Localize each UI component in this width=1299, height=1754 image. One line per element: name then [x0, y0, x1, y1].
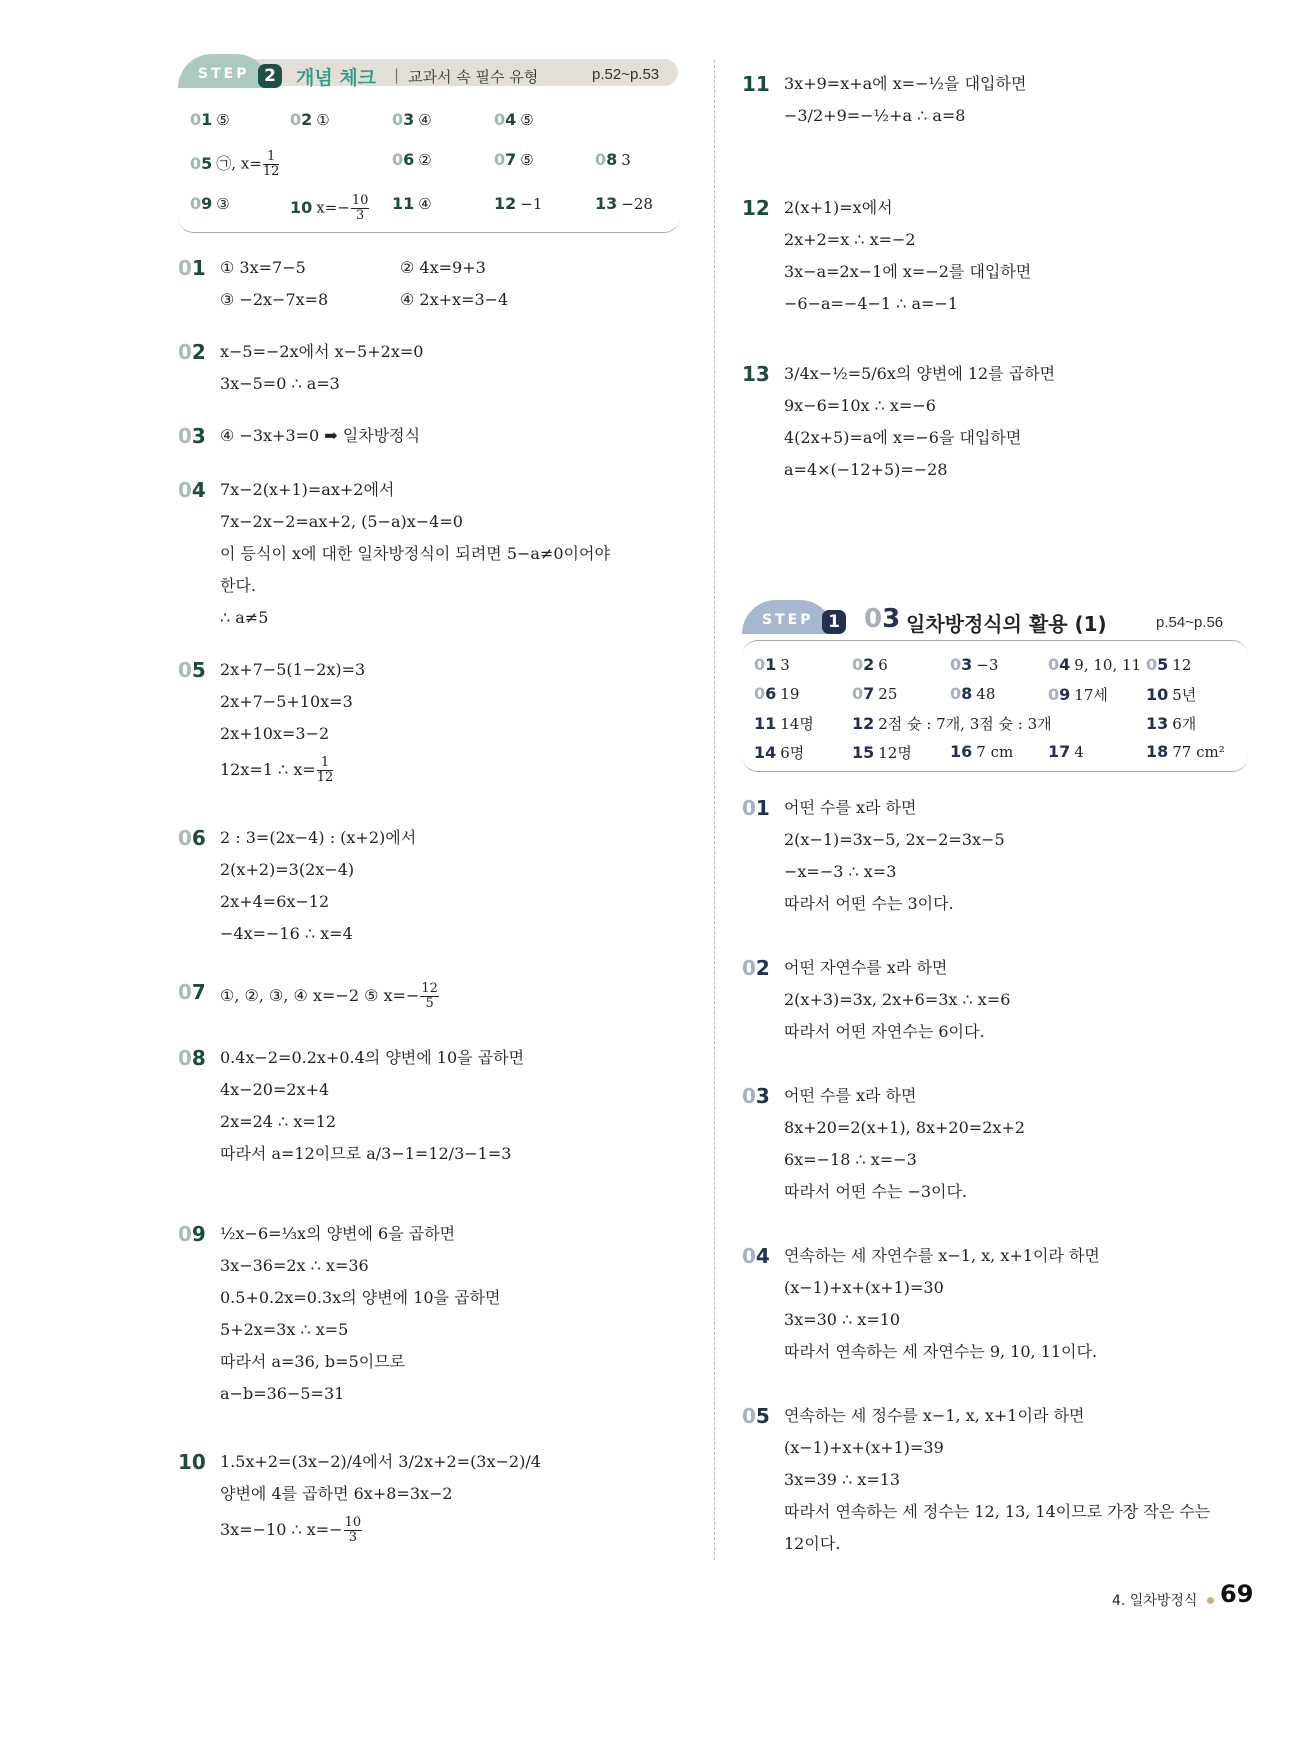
- solution-line: 어떤 수를 x라 하면: [784, 1086, 917, 1105]
- solution-line: ③ −2x−7x=8: [220, 290, 329, 309]
- solution-line: 9x−6=10x ∴ x=−6: [784, 396, 936, 415]
- question-number: 01: [754, 655, 777, 674]
- answer-value: −1: [520, 195, 543, 213]
- solution-number: 02: [742, 956, 770, 980]
- question-number: 09: [1048, 685, 1071, 704]
- answer-item: [1048, 655, 1141, 674]
- answer-item: [392, 110, 432, 129]
- solution-line: 3x+9=x+a에 x=−½을 대입하면: [784, 74, 1027, 93]
- solution-line: (x−1)+x+(x+1)=30: [784, 1278, 944, 1297]
- answer-item: [1146, 655, 1191, 674]
- solution-number: 12: [742, 196, 770, 220]
- solution-number: 13: [742, 362, 770, 386]
- answer-value: 17세: [1074, 686, 1108, 704]
- solution-line: ½x−6=⅓x의 양변에 6을 곱하면: [220, 1224, 456, 1243]
- solution-number: 06: [178, 826, 206, 850]
- solution-line: ④ 2x+x=3−4: [400, 290, 509, 309]
- page-range: p.52~p.53: [592, 66, 660, 83]
- section-subtitle-sep: |: [394, 66, 400, 84]
- answer-value: 7 cm: [976, 743, 1014, 761]
- answer-item: [1048, 684, 1108, 705]
- answer-item: [494, 194, 542, 213]
- answer-item: [852, 742, 912, 763]
- answer-value: ⑤: [520, 111, 534, 129]
- solution-line: 3x=−10 ∴ x=− $\frac{10}{3}$: [220, 1515, 362, 1545]
- question-number: 04: [1048, 655, 1071, 674]
- question-number: 03: [950, 655, 973, 674]
- answer-value: ⑤: [216, 111, 230, 129]
- solution-number: 02: [178, 340, 206, 364]
- question-number: 11: [754, 714, 777, 733]
- answer-value: −28: [621, 195, 653, 213]
- question-number: 08: [595, 150, 618, 169]
- solution-line: 2x+2=x ∴ x=−2: [784, 230, 916, 249]
- answer-item: [1146, 684, 1196, 705]
- answer-item: [595, 150, 631, 169]
- solution-line: 2x+4=6x−12: [220, 892, 330, 911]
- solution-number: 10: [178, 1450, 206, 1474]
- answer-item: [190, 150, 280, 179]
- answer-value: −3: [976, 656, 999, 674]
- answer-item: [190, 194, 230, 213]
- answer-value: 6: [878, 656, 888, 674]
- answer-item: [290, 110, 330, 129]
- solution-number: 07: [178, 980, 206, 1004]
- answer-item: [852, 684, 897, 703]
- solution-line: 8x+20=2(x+1), 8x+20=2x+2: [784, 1118, 1025, 1137]
- solution-number: 01: [178, 256, 206, 280]
- question-number: 16: [950, 742, 973, 761]
- question-number: 18: [1146, 742, 1169, 761]
- solution-line: 한다.: [220, 576, 256, 595]
- answer-value: ⑤: [520, 151, 534, 169]
- answer-value: 14명: [780, 715, 814, 733]
- answer-value: 5년: [1172, 686, 1197, 704]
- answer-item: [595, 194, 653, 213]
- answer-item: [392, 194, 432, 213]
- solution-line: 2(x−1)=3x−5, 2x−2=3x−5: [784, 830, 1005, 849]
- solution-line: 2(x+3)=3x, 2x+6=3x ∴ x=6: [784, 990, 1011, 1009]
- solution-line: 2x=24 ∴ x=12: [220, 1112, 337, 1131]
- answer-item: [290, 194, 370, 223]
- question-number: 17: [1048, 742, 1071, 761]
- solution-line: 연속하는 세 정수를 x−1, x, x+1이라 하면: [784, 1406, 1085, 1425]
- question-number: 07: [852, 684, 875, 703]
- answer-value: 4: [1074, 743, 1084, 761]
- section-title: 개념 체크: [296, 67, 377, 89]
- answer-value: 3: [621, 151, 631, 169]
- solution-line: 0.5+0.2x=0.3x의 양변에 10을 곱하면: [220, 1288, 501, 1307]
- solution-line: 따라서 a=12이므로 a/3−1=12/3−1=3: [220, 1144, 512, 1163]
- answer-value: 77 cm²: [1172, 743, 1225, 761]
- solution-line: −3/2+9=−½+a ∴ a=8: [784, 106, 966, 125]
- solution-line: 따라서 연속하는 세 자연수는 9, 10, 11이다.: [784, 1342, 1098, 1361]
- solution-line: 따라서 a=36, b=5이므로: [220, 1352, 406, 1371]
- answer-value: ④: [418, 195, 432, 213]
- question-number: 07: [494, 150, 517, 169]
- question-number: 03: [392, 110, 415, 129]
- page-number: 69: [1220, 1580, 1254, 1608]
- solution-line: 어떤 자연수를 x라 하면: [784, 958, 948, 977]
- question-number: 02: [852, 655, 875, 674]
- answer-item: [392, 150, 432, 169]
- answer-item: [754, 684, 799, 703]
- answer-item: [1048, 742, 1084, 761]
- solution-number: 05: [742, 1404, 770, 1428]
- answer-item: [852, 655, 888, 674]
- question-number: 06: [754, 684, 777, 703]
- solution-line: 3x=39 ∴ x=13: [784, 1470, 901, 1489]
- answer-item: [190, 110, 230, 129]
- solution-number: 09: [178, 1222, 206, 1246]
- solution-number: 03: [742, 1084, 770, 1108]
- solution-line: −4x=−16 ∴ x=4: [220, 924, 353, 943]
- answer-item: [754, 713, 814, 734]
- answer-value: 2점 슛 : 7개, 3점 슛 : 3개: [878, 715, 1052, 733]
- answer-value: ①: [316, 111, 330, 129]
- question-number: 12: [852, 714, 875, 733]
- solution-line: −6−a=−4−1 ∴ a=−1: [784, 294, 958, 313]
- answer-item: [494, 110, 534, 129]
- solution-line: 따라서 어떤 수는 −3이다.: [784, 1182, 968, 1201]
- solution-line: 3x−5=0 ∴ a=3: [220, 374, 340, 393]
- answer-item: [1146, 742, 1225, 761]
- step-label: STEP: [762, 612, 814, 628]
- page-range: p.54~p.56: [1156, 614, 1224, 631]
- solution-line: 따라서 어떤 자연수는 6이다.: [784, 1022, 985, 1041]
- question-number: 09: [190, 194, 213, 213]
- question-number: 14: [754, 743, 777, 762]
- solution-number: 08: [178, 1046, 206, 1070]
- answer-value: ④: [418, 111, 432, 129]
- solution-line: 12이다.: [784, 1534, 841, 1553]
- chapter-label: 4. 일차방정식: [1112, 1593, 1198, 1609]
- question-number: 10: [1146, 685, 1169, 704]
- step2-header: [178, 54, 678, 88]
- solution-line: ①, ②, ③, ④ x=−2 ⑤ x=− $\frac{12}{5}$: [220, 981, 438, 1011]
- answer-value: ③: [216, 195, 230, 213]
- solution-line: ∴ a≠5: [220, 608, 269, 627]
- solution-line: ① 3x=7−5: [220, 258, 306, 277]
- step1-header: [742, 600, 1248, 634]
- solution-line: 양변에 4를 곱하면 6x+8=3x−2: [220, 1484, 453, 1503]
- solution-line: 7x−2x−2=ax+2, (5−a)x−4=0: [220, 512, 463, 531]
- fraction: $\frac{12}{5}$: [421, 981, 438, 1011]
- solution-number: 03: [178, 424, 206, 448]
- answer-item: [950, 684, 995, 703]
- solution-number: 04: [178, 478, 206, 502]
- solution-line: 2x+7−5+10x=3: [220, 692, 353, 711]
- answer-value: 25: [878, 685, 898, 703]
- fraction: $\frac{10}{3}$: [344, 1515, 362, 1545]
- solution-line: 2(x+2)=3(2x−4): [220, 860, 355, 879]
- solution-number: 04: [742, 1244, 770, 1268]
- question-number: 02: [290, 110, 313, 129]
- solution-line: 따라서 연속하는 세 정수는 12, 13, 14이므로 가장 작은 수는: [784, 1502, 1211, 1521]
- question-number: 13: [595, 194, 618, 213]
- solution-line: a−b=36−5=31: [220, 1384, 345, 1403]
- section-number: 03: [864, 604, 901, 634]
- answer-item: [754, 655, 790, 674]
- question-number: 10: [290, 197, 313, 217]
- solution-line: 연속하는 세 자연수를 x−1, x, x+1이라 하면: [784, 1246, 1100, 1265]
- question-number: 12: [494, 194, 517, 213]
- step-number-badge: 1: [822, 610, 846, 634]
- answer-item: [1146, 713, 1196, 734]
- answer-item: [950, 742, 1013, 761]
- answer-value: ②: [418, 151, 432, 169]
- fraction: $\frac{1}{12}$: [262, 149, 280, 179]
- solution-line: 1.5x+2=(3x−2)/4에서 3/2x+2=(3x−2)/4: [220, 1452, 541, 1471]
- solution-line: 7x−2(x+1)=ax+2에서: [220, 480, 395, 499]
- solution-line: 2x+7−5(1−2x)=3: [220, 660, 366, 679]
- question-number: 05: [190, 153, 213, 173]
- answer-item: [950, 655, 998, 674]
- solution-line: 0.4x−2=0.2x+0.4의 양변에 10을 곱하면: [220, 1048, 525, 1067]
- solution-line: 4(2x+5)=a에 x=−6을 대입하면: [784, 428, 1022, 447]
- solution-line: a=4×(−12+5)=−28: [784, 460, 948, 479]
- answer-value: 19: [780, 685, 800, 703]
- solution-line: ② 4x=9+3: [400, 258, 486, 277]
- question-number: 15: [852, 743, 875, 762]
- fraction: $\frac{10}{3}$: [351, 193, 369, 223]
- solution-number: 01: [742, 796, 770, 820]
- question-number: 13: [1146, 714, 1169, 733]
- solution-line: 이 등식이 x에 대한 일차방정식이 되려면 5−a≠0이어야: [220, 544, 610, 563]
- solution-line: ④ −3x+3=0 ➡ 일차방정식: [220, 426, 421, 445]
- solution-line: 2(x+1)=x에서: [784, 198, 893, 217]
- solution-line: 따라서 어떤 수는 3이다.: [784, 894, 954, 913]
- answer-item: [494, 150, 534, 169]
- solution-line: (x−1)+x+(x+1)=39: [784, 1438, 944, 1457]
- solution-line: 3x−36=2x ∴ x=36: [220, 1256, 369, 1275]
- fraction: $\frac{1}{12}$: [316, 755, 334, 785]
- solution-line: 3/4x−½=5/6x의 양변에 12를 곱하면: [784, 364, 1056, 383]
- solution-line: 12x=1 ∴ x= $\frac{1}{12}$: [220, 755, 334, 785]
- solution-line: 어떤 수를 x라 하면: [784, 798, 917, 817]
- question-number: 05: [1146, 655, 1169, 674]
- step-label: STEP: [198, 66, 250, 82]
- solution-line: 3x=30 ∴ x=10: [784, 1310, 901, 1329]
- solution-line: x−5=−2x에서 x−5+2x=0: [220, 342, 424, 361]
- question-number: 04: [494, 110, 517, 129]
- answer-value: 12: [1172, 656, 1192, 674]
- question-number: 06: [392, 150, 415, 169]
- section-subtitle: 교과서 속 필수 유형: [408, 68, 539, 86]
- answer-value: ㉠, x=: [216, 154, 262, 173]
- solution-line: −x=−3 ∴ x=3: [784, 862, 897, 881]
- solution-line: 4x−20=2x+4: [220, 1080, 330, 1099]
- solution-line: 5+2x=3x ∴ x=5: [220, 1320, 349, 1339]
- solution-number: 11: [742, 72, 770, 96]
- solution-number: 05: [178, 658, 206, 682]
- column-divider: [714, 60, 715, 1560]
- bullet-dot-icon: [1207, 1597, 1214, 1604]
- answer-value: 3: [780, 656, 790, 674]
- solution-line: 2 : 3=(2x−4) : (x+2)에서: [220, 828, 417, 847]
- question-number: 11: [392, 194, 415, 213]
- solution-line: 2x+10x=3−2: [220, 724, 330, 743]
- answer-value: 48: [976, 685, 996, 703]
- answer-item: [852, 713, 1052, 734]
- step-number-badge: 2: [258, 64, 282, 88]
- solution-line: 6x=−18 ∴ x=−3: [784, 1150, 917, 1169]
- answer-value: 12명: [878, 744, 912, 762]
- section-title: 일차방정식의 활용 (1): [906, 612, 1107, 636]
- question-number: 08: [950, 684, 973, 703]
- answer-value: 6명: [780, 744, 805, 762]
- answer-value: x=−: [316, 198, 350, 217]
- answer-value: 6개: [1172, 715, 1197, 733]
- question-number: 01: [190, 110, 213, 129]
- answer-value: 9, 10, 11: [1074, 656, 1142, 674]
- answer-item: [754, 742, 804, 763]
- solution-line: 3x−a=2x−1에 x=−2를 대입하면: [784, 262, 1032, 281]
